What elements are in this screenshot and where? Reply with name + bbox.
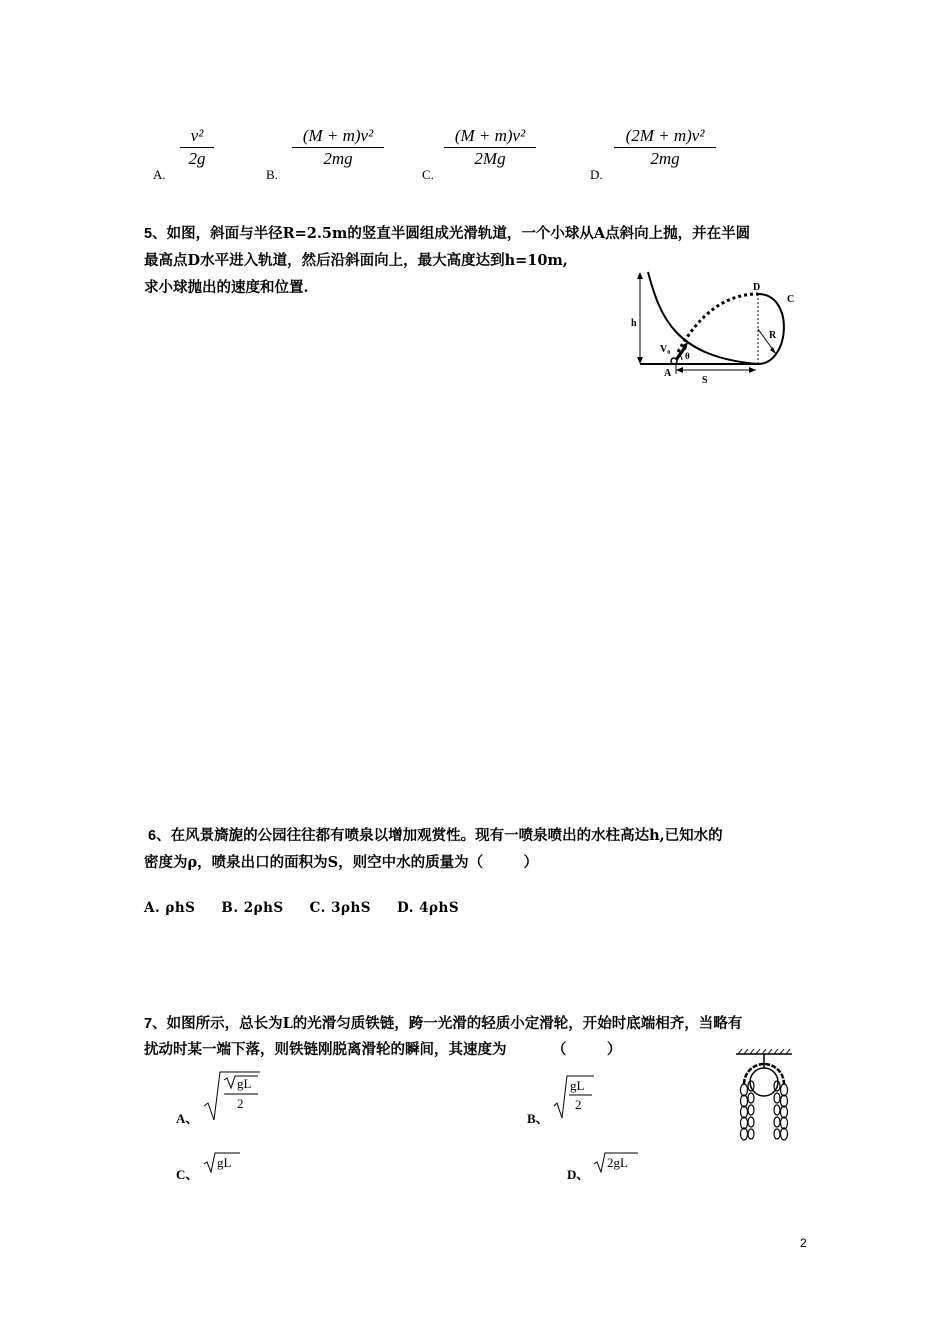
q5-label-s: S [702,375,708,386]
q7-line-1: 7、如图所示，总长为L的光滑匀质铁链，跨一光滑的轻质小定滑轮，开始时底端相齐，当略有 [144,1015,743,1032]
q5-label-r: R [769,330,777,341]
svg-text:2gL: 2gL [607,1155,628,1170]
q5-label-theta: θ [685,351,690,361]
q6-line-2: 密度为ρ，喷泉出口的面积为S，则空中水的质量为（ ） [144,854,538,871]
q7-option-b-formula [552,1072,596,1122]
q5-line-2: 最高点D水平进入轨道，然后沿斜面向上，最大高度达到h=10m, [144,252,568,269]
page-number: 2 [800,1236,807,1250]
q4-option-a-fraction: v² 2g [180,126,214,169]
q7-option-a-formula [202,1068,262,1124]
svg-text:gL: gL [570,1078,585,1093]
svg-text:2: 2 [237,1096,244,1111]
q7-chain-pulley-diagram [730,1048,800,1148]
q5-track-diagram [630,262,810,387]
q4-option-d-fraction: (2M + m)v² 2mg [614,126,716,169]
q7-option-d-formula [592,1150,640,1176]
q7-option-d-label: D、 [567,1167,590,1182]
q5-label-c: C [787,294,795,305]
svg-text:gL: gL [217,1155,232,1170]
q5-label-a: A [664,368,672,379]
svg-text:gL: gL [237,1076,252,1091]
svg-text:2: 2 [575,1097,582,1112]
q4-option-c-fraction: (M + m)v² 2Mg [444,126,536,169]
q7-option-c-label: C、 [176,1167,199,1182]
q6-choices: A. ρhS B. 2ρhS C. 3ρhS D. 4ρhS [144,900,460,916]
q5-line-1: 5、如图，斜面与半径R=2.5m的竖直半圆组成光滑轨道，一个小球从A点斜向上抛，并在半圆 [144,225,751,242]
q7-option-c-formula [202,1150,242,1176]
q5-label-v0: V₀ [660,344,671,355]
q7-option-a-label: A、 [176,1111,199,1126]
q4-option-b-fraction: (M + m)v² 2mg [292,126,384,169]
q4-option-c-label: C. [422,167,434,182]
q5-label-d: D [753,282,761,293]
q4-option-d-label: D. [590,167,603,182]
q6-line-1: 6、在风景旖旎的公园往往都有喷泉以增加观赏性。现有一喷泉喷出的水柱高达h,已知水的 [148,827,723,844]
q4-option-a-label: A. [153,167,166,182]
q7-option-b-label: B、 [527,1111,549,1126]
q5-label-h: h [631,318,637,329]
q5-line-3: 求小球抛出的速度和位置. [144,279,309,296]
q4-option-b-label: B. [266,167,278,182]
q7-line-2: 扰动时某一端下落，则铁链刚脱离滑轮的瞬间，其速度为 （ ） [144,1041,622,1058]
